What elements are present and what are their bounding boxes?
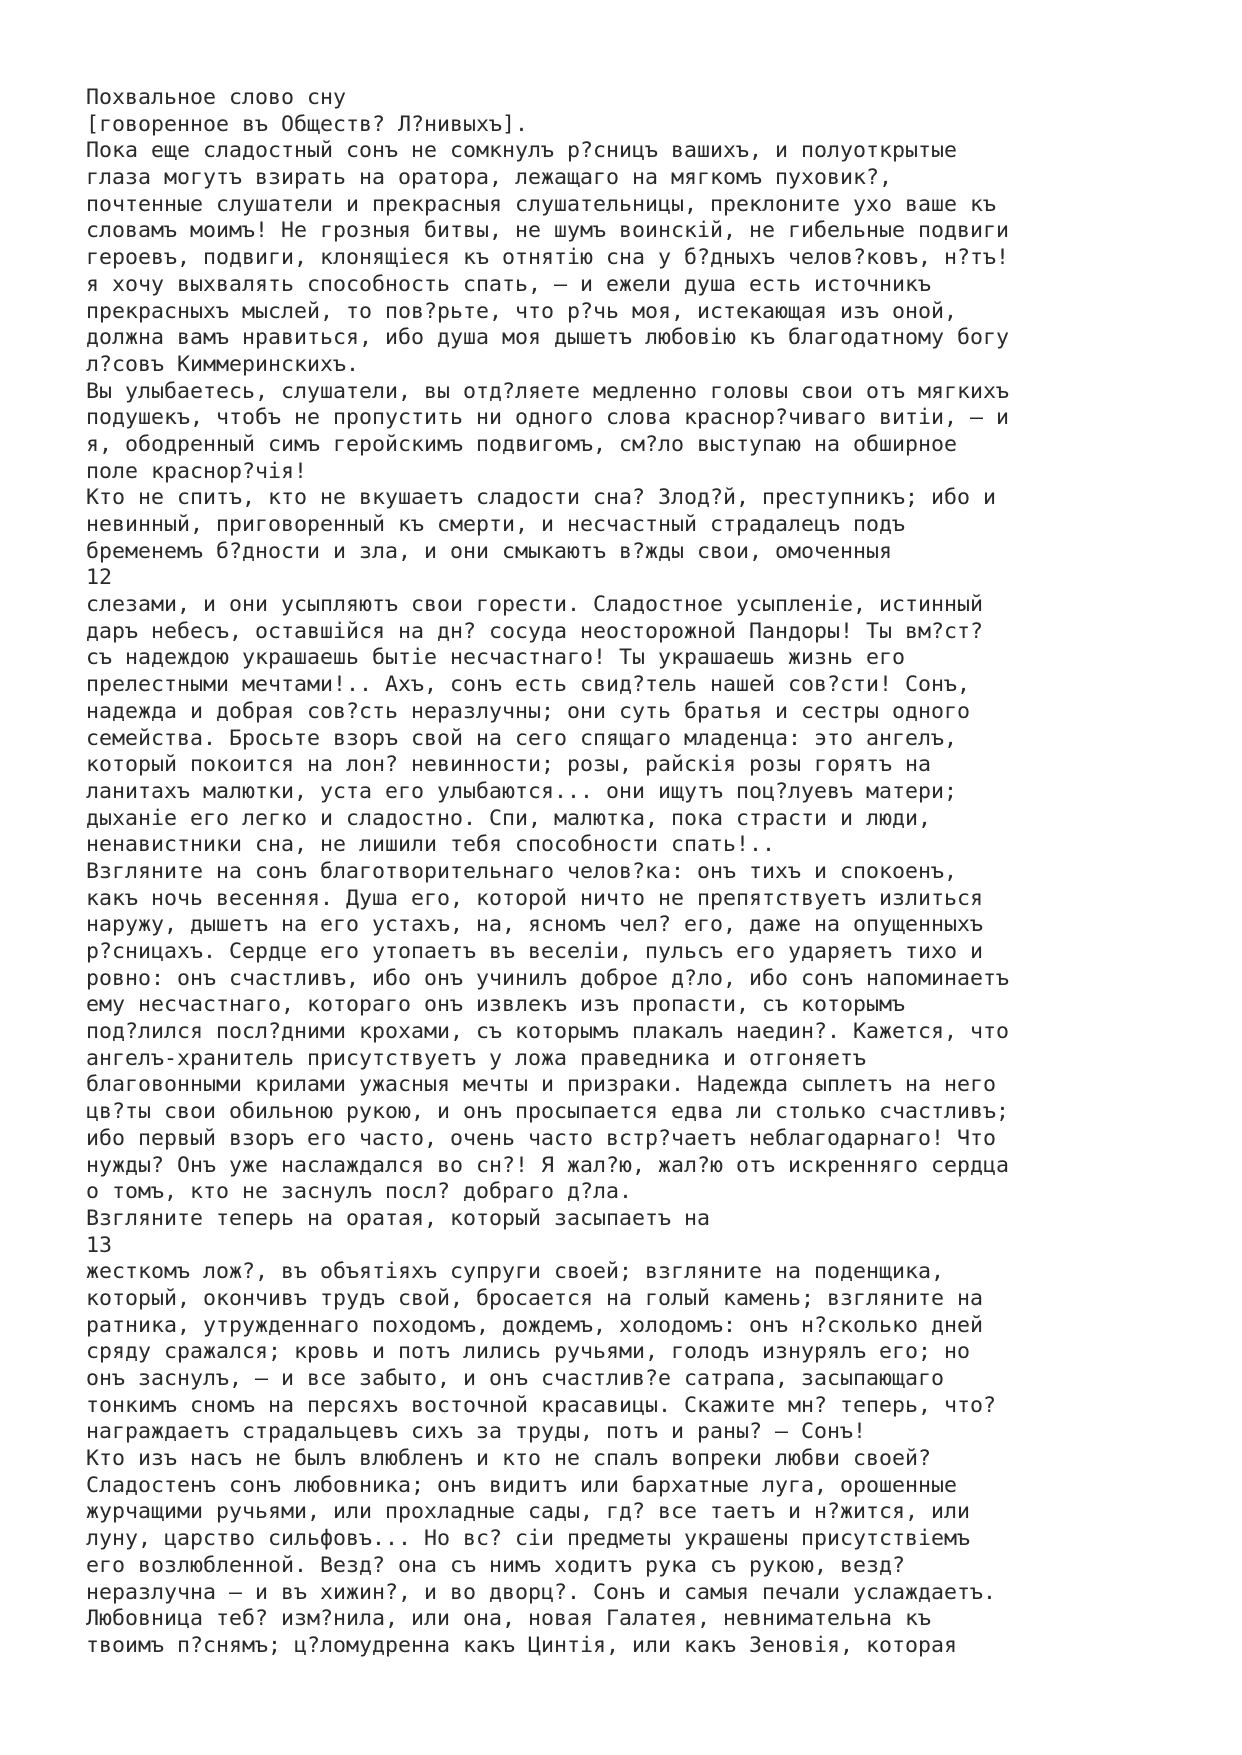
text-line: подушекъ, чтобъ не пропустить ни одного слова краснор?чиваго витіи, — и [86,405,1010,431]
text-line: дыханіе его легко и сладостно. Спи, малютка, пока страсти и люди, [86,805,932,831]
text-line: ему несчастнаго, котораго онъ извлекъ изъ пропасти, съ которымъ [86,992,906,1018]
text-line: почтенные слушатели и прекрасныя слушательницы, преклоните ухо ваше къ [86,191,997,217]
text-line: ратника, утружденнаго походомъ, дождемъ, холодомъ: онъ н?сколько дней [86,1312,984,1338]
text-line: прекрасныхъ мыслей, то пов?рьте, что р?чь моя, истекающая изъ оной, [86,298,958,324]
text-line: ибо первый взоръ его часто, очень часто встр?чаетъ неблагодарнаго! Что [86,1125,997,1151]
text-line: съ надеждою украшаешь бытіе несчастнаго! Ты украшаешь жизнь его [86,645,906,671]
text-line: Взгляните на сонъ благотворительнаго челов?ка: онъ тихъ и спокоенъ, [86,858,958,884]
text-line: его возлюбленной. Везд? она съ нимъ ходитъ рука съ рукою, везд? [86,1552,906,1578]
text-line: твоимъ п?снямъ; ц?ломудренна какъ Цинтія, или какъ Зеновія, которая [86,1632,958,1658]
text-line: даръ небесъ, оставшійся на дн? сосуда неосторожной Пандоры! Ты вм?ст? [86,618,984,644]
text-line: ненавистники сна, не лишили тебя способности спать!.. [86,832,776,858]
text-line: Кто не спитъ, кто не вкушаетъ сладости сна? Злод?й, преступникъ; ибо и [86,485,997,511]
text-line: поле краснор?чія! [86,458,308,484]
text-line: благовонными крилами ужасныя мечты и призраки. Надежда сыплетъ на него [86,1072,997,1098]
text-line: онъ заснулъ, — и все забыто, и онъ счастлив?е сатрапа, засыпающаго [86,1366,945,1391]
text-line [86,1686,1226,1713]
text-line: ланитахъ малютки, уста его улыбаются... они ищутъ поц?луевъ матери; [86,778,958,804]
text-line: журчащими ручьями, или прохладные сады, гд? все таетъ и н?жится, или [86,1499,971,1525]
text-line: Кто изъ насъ не былъ влюбленъ и кто не спалъ вопреки любви своей? [86,1446,932,1472]
document-page [86,85,1226,1713]
text-line: я, ободренный симъ геройскимъ подвигомъ, см?ло выступаю на обширное [86,431,958,457]
text-line: который покоится на лон? невинности; розы, райскія розы горятъ на [86,752,932,778]
text-line: наружу, дышетъ на его устахъ, на, ясномъ чел? его, даже на опущенныхъ [86,912,984,938]
text-line: л?совъ Киммеринскихъ. [86,351,360,377]
text-line: бременемъ б?дности и зла, и они смыкаютъ в?жды свои, омоченныя [86,538,893,564]
text-line: Любовница теб? изм?нила, или она, новая Галатея, невнимательна къ [86,1606,932,1632]
text-line: героевъ, подвиги, клонящіеся къ отнятію сна у б?дныхъ челов?ковъ, н?тъ! [86,245,1010,271]
text-line: глаза могутъ взирать на оратора, лежащаго на мягкомъ пуховик?, [86,165,893,191]
text-line: должна вамъ нравиться, ибо душа моя дышетъ любовію къ благодатному богу [86,325,1010,351]
text-line [86,1660,1226,1687]
page-number: 12 [86,565,113,591]
text-line: нужды? Онъ уже наслаждался во сн?! Я жал?ю, жал?ю отъ искренняго сердца [86,1152,1010,1178]
text-line: о томъ, кто не заснулъ посл? добраго д?ла. [86,1179,633,1205]
text-line: сряду сражался; кровь и потъ лились ручьями, голодъ изнурялъ его; но [86,1339,971,1365]
text-line: словамъ моимъ! Не грозныя битвы, не шумъ воинскій, не гибельные подвиги [86,218,1010,244]
text-line: Вы улыбаетесь, слушатели, вы отд?ляете медленно головы свои отъ мягкихъ [86,378,1010,404]
text-line: Пока еще сладостный сонъ не сомкнулъ р?сницъ вашихъ, и полуоткрытые [86,138,958,164]
text-line: Сладостенъ сонъ любовника; онъ видитъ или бархатные луга, орошенные [86,1472,958,1498]
text-line: надежда и добрая сов?сть неразлучны; они суть братья и сестры одного [86,698,971,724]
text-line: ровно: онъ счастливъ, ибо онъ учинилъ доброе д?ло, ибо сонъ напоминаетъ [86,965,1010,991]
text-line: прелестными мечтами!.. Ахъ, сонъ есть свид?тель нашей сов?сти! Сонъ, [86,672,971,698]
text-line: тонкимъ сномъ на персяхъ восточной красавицы. Скажите мн? теперь, что? [86,1392,997,1418]
text-line: под?лился посл?дними крохами, съ которымъ плакалъ наедин?. Кажется, что [86,1019,1010,1045]
text-line: семейства. Бросьте взоръ свой на сего спящаго младенца: это ангелъ, [86,725,958,751]
text-line: 13 [86,1232,113,1258]
page-number: жесткомъ лож?, въ объятіяхъ супруги своей; взгляните на поденщика, [86,1259,945,1285]
text-line: я хочу выхвалять способность спать, — и ежели душа есть источникъ [86,271,932,297]
text-line: слезами, и они усыпляютъ свои горести. Сладостное усыпленіе, истинный [86,592,984,618]
text-line: луну, царство сильфовъ... Но вс? сіи предметы украшены присутствіемъ [86,1526,971,1552]
text-line: Взгляните теперь на оратая, который засыпаетъ на [86,1205,711,1231]
text-line: какъ ночь весенняя. Душа его, которой ничто не препятствуетъ излиться [86,885,984,911]
text-line: цв?ты свои обильною рукою, и онъ просыпается едва ли столько счастливъ; [86,1099,1010,1125]
text-line: невинный, приговоренный къ смерти, и несчастный страдалецъ подъ [86,512,906,537]
text-line: который, окончивъ трудъ свой, бросается на голый камень; взгляните на [86,1285,984,1311]
text-line: р?сницахъ. Сердце его утопаетъ въ веселіи, пульсъ его ударяетъ тихо и [86,939,984,964]
document-subtitle: [говоренное въ Обществ? Л?нивыхъ]. [86,111,529,137]
document-title: Похвальное слово сну [86,85,347,110]
text-line: неразлучна — и въ хижин?, и во дворц?. Сонъ и самыя печали услаждаетъ. [86,1579,997,1605]
text-line: ангелъ-хранитель присутствуетъ у ложа праведника и отгоняетъ [86,1045,867,1071]
text-line: награждаетъ страдальцевъ сихъ за труды, потъ и раны? — Сонъ! [86,1419,867,1445]
